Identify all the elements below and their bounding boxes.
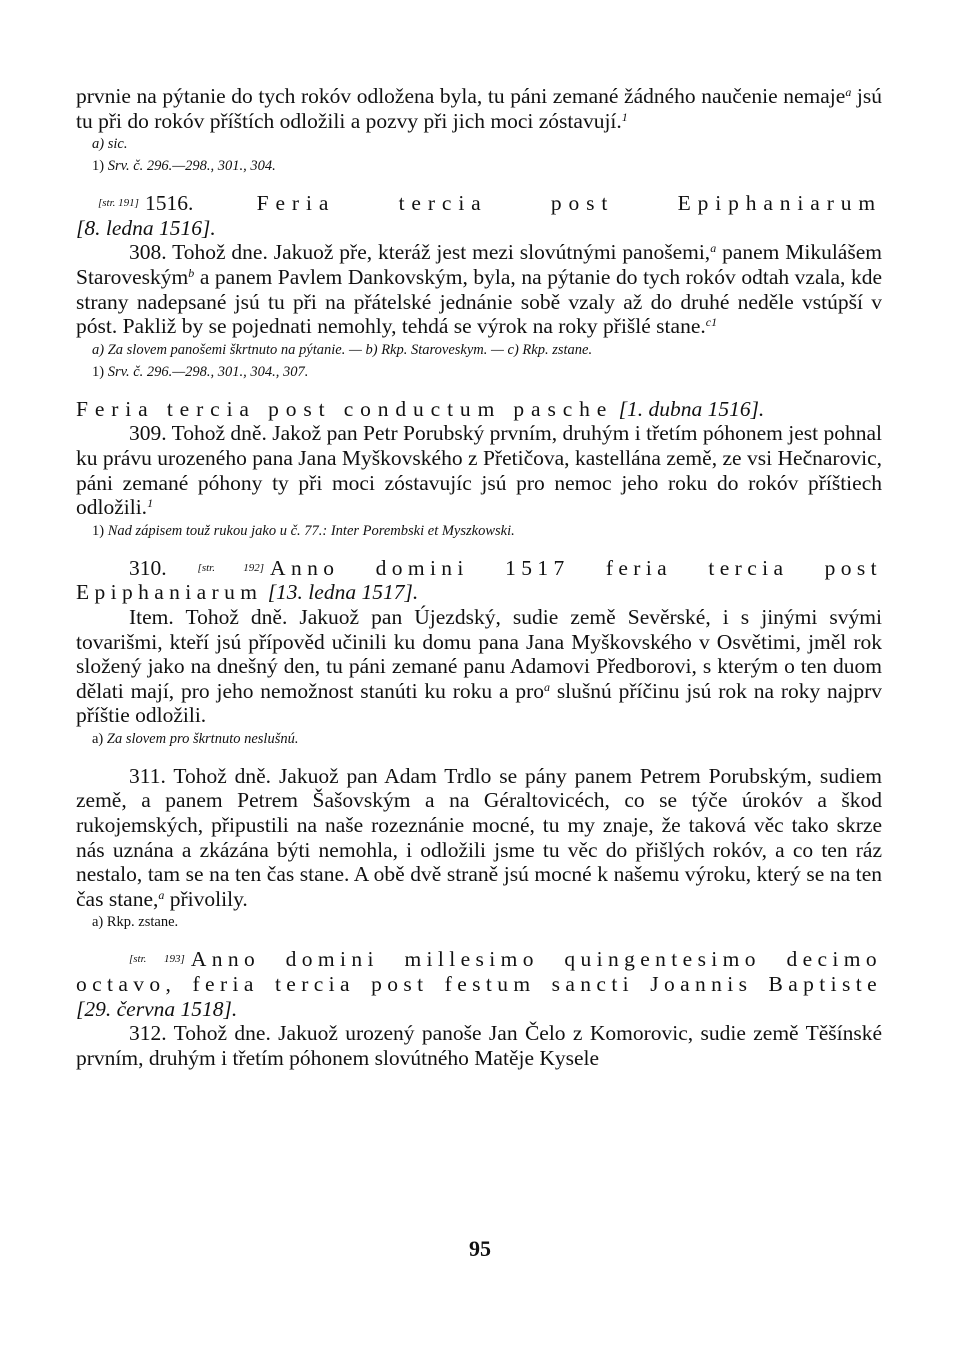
entry-number: 309. [129,421,167,446]
entry-number: 308. [129,240,167,265]
entry-310: Item. Tohož dně. Jakuož pan Újezdský, sudie země Sevěrské, i s jinými svými tovarišmi, kteří jsú přípověd učinili ku domu pana Jana Myškovského v Osvětimi, jměl rok složený jako na dnešný den, tu páni zemané panu Adamovi Předborovi, s kterým o ten duom dělati mají, pro jeho nemožnost stanúti ku roku a pro$^a$ slušnú příčinu jsú rok na roky najprv příštie odložili. [76,604,882,728]
footnote-311: a) Rkp. zstane. [92,914,179,931]
section-heading-1518: [str. 193] Anno domini millesimo quingentesimo decimo octavo, feria tercia post festum sancti Joannis Baptiste [29. června 1518]. [76,947,882,1021]
section-heading-conductum: Feria tercia post conductum pasche [1. dubna 1516]. [76,396,765,421]
footnote-310: a) Za slovem pro škrtnuto neslušnú. [92,730,299,747]
entry-number: 310. [129,555,167,580]
footnote-a: a) sic. [92,136,128,153]
footnote-309: 1) Nad zápisem touž rukou jako u č. 77.: Inter Porembski et Myszkowski. [92,522,515,539]
entry-312: 312. Tohož dne. Jakuož urozený panoše Jan Čelo z Komorovic, sudie země Těšínské prvním, druhým i třetím póhonem slovútného Matěje Kysele [76,1021,882,1070]
entry-number: 311. [129,763,166,788]
footnote-1: 1) Srv. č. 296.—298., 301., 304. [92,158,276,175]
entry-310-heading: 310. [str. 192] Anno domini 1517 feria tercia post Epiphaniarum [13. ledna 1517]. [76,555,883,605]
entry-308: 308. Tohož dne. Jakuož pře, kteráž jest mezi slovútnými panošemi,$^a$ panem Mikulášem Staroveským$^b$ a panem Pavlem Dankovským, byla, na pýtanie do tych rokóv odtah vzala, kde strany nadepsané jsú tu při na přátelské jednánie sobě vzaly až do druhé neděle vstúpší v póst. Pakliž by se pojednati nemohly, tehdá se výrok na roky přišlé stane.$^{c1}$ [76,240,882,339]
page-number: 95 [469,1236,491,1261]
entry-311: 311. Tohož dně. Jakuož pan Adam Trdlo se pány panem Petrem Porubským, sudiem země, a panem Petrem Šašovským a na Géraltovicéch, co se týče úrokóv a škod rukojemských, připustili na naše rozeznánie mocné, tu my znaje, že taková věc tako skrze nás uznána a zkázána býti nemohla, i odložili jsme tu věc do přišlých rokóv, a co ten ráz nestalo, tam se na ten čas stane. A obě dvě straně jsú mocné k našemu výroku, který se na ten čas stane,$^a$ přivolily. [76,763,882,911]
section-heading-date: [8. ledna 1516]. [76,215,216,240]
section-heading-1516: [str. 191] 1516. Feria tercia post Epiphaniarum [98,191,882,216]
page-body [76,84,882,1070]
footnote-308-1: 1) Srv. č. 296.—298., 301., 304., 307. [92,363,309,380]
entry-number: 312. [129,1021,167,1046]
footnotes-308: a) Za slovem panošemi škrtnuto na pýtanie. — b) Rkp. Staroveskym. — c) Rkp. zstane. [92,341,593,358]
paragraph-continuation: prvnie na pýtanie do tych rokóv odložena byla, tu páni zemané žádného naučenie nemaje$^a$ jsú tu při do rokóv příštích odložili a pozvy při jich moci zóstavují.$^1$ [76,84,882,133]
entry-309: 309. Tohož dně. Jakož pan Petr Porubský prvním, druhým i třetím póhonem jest pohnal ku právu urozeného pana Jana Myškovského z Přetičova, kastellána země, ze vsi Hečnarovic, páni zemané póhony ty při moci zóstavujíc jsú pro nemoc jeho roku do rokóv příštiech odložili.$^1$ [76,421,882,520]
